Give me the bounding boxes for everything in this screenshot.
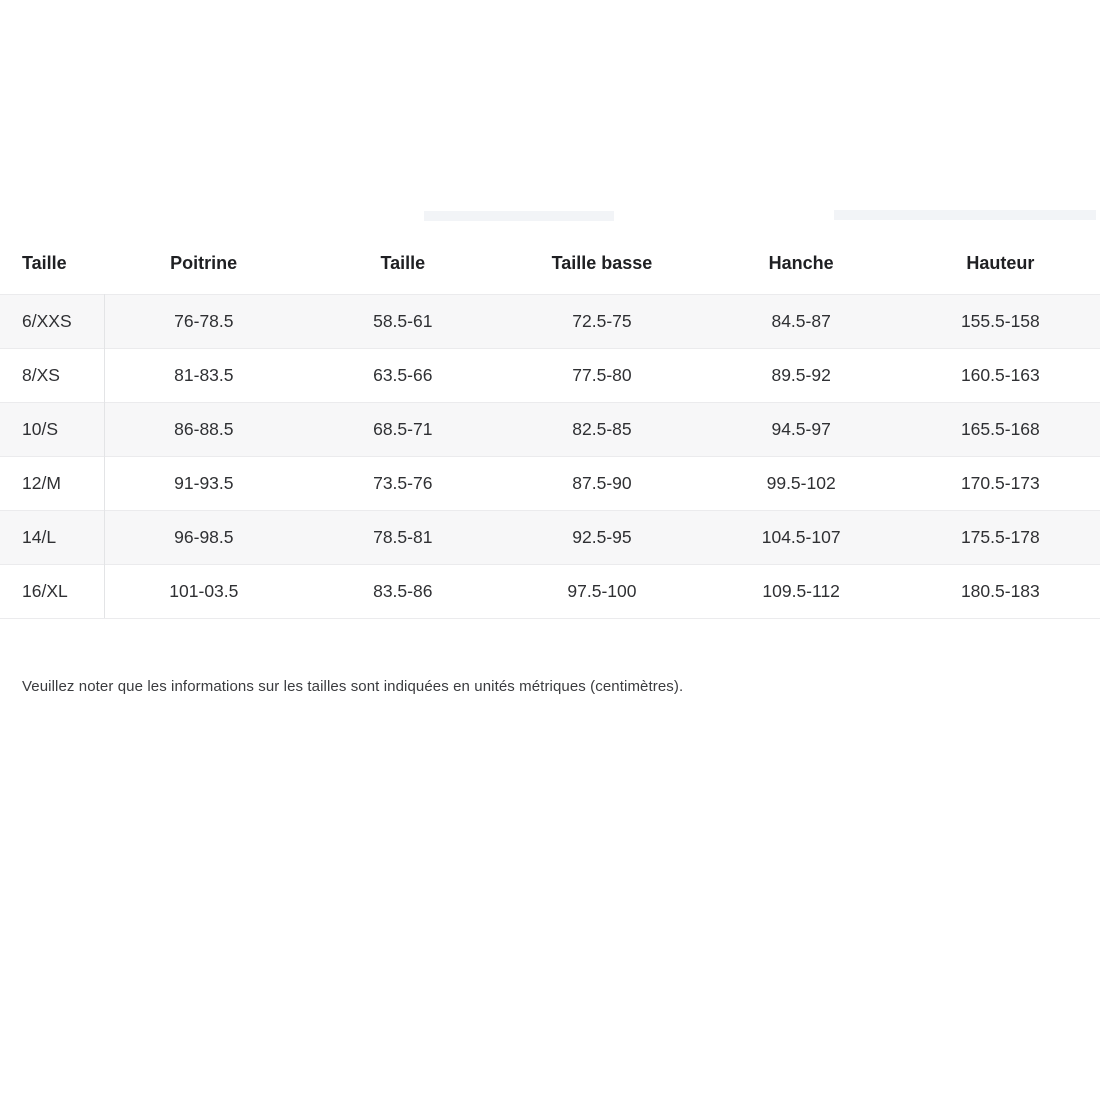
cell-size: 10/S <box>0 403 104 457</box>
cell-size: 12/M <box>0 457 104 511</box>
cell-height: 165.5-168 <box>901 403 1100 457</box>
cell-waist: 63.5-66 <box>303 349 502 403</box>
cell-hip: 104.5-107 <box>702 511 901 565</box>
cell-waist: 58.5-61 <box>303 295 502 349</box>
cell-chest: 91-93.5 <box>104 457 303 511</box>
table-header <box>0 232 1100 295</box>
cell-size: 14/L <box>0 511 104 565</box>
table-row <box>0 403 1100 457</box>
table-row <box>0 457 1100 511</box>
size-chart-table <box>0 232 1100 619</box>
table-header-row <box>0 232 1100 295</box>
table-row <box>0 511 1100 565</box>
cell-height: 180.5-183 <box>901 565 1100 619</box>
column-header-chest: Poitrine <box>104 232 303 295</box>
cell-waist: 83.5-86 <box>303 565 502 619</box>
decorative-bar-left <box>424 211 614 221</box>
cell-height: 160.5-163 <box>901 349 1100 403</box>
cell-height: 170.5-173 <box>901 457 1100 511</box>
metric-units-note: Veuillez noter que les informations sur les tailles sont indiquées en unités métriques (centimètres). <box>22 678 684 695</box>
cell-waist: 78.5-81 <box>303 511 502 565</box>
cell-chest: 96-98.5 <box>104 511 303 565</box>
cell-low-waist: 77.5-80 <box>502 349 701 403</box>
table-body <box>0 295 1100 619</box>
column-header-size: Taille <box>0 232 104 295</box>
table-row <box>0 565 1100 619</box>
size-table-container <box>0 232 1100 619</box>
cell-chest: 101-03.5 <box>104 565 303 619</box>
cell-chest: 76-78.5 <box>104 295 303 349</box>
cell-size: 16/XL <box>0 565 104 619</box>
table-row <box>0 349 1100 403</box>
decorative-bar-right <box>834 210 1096 220</box>
cell-chest: 81-83.5 <box>104 349 303 403</box>
cell-waist: 68.5-71 <box>303 403 502 457</box>
cell-low-waist: 72.5-75 <box>502 295 701 349</box>
cell-waist: 73.5-76 <box>303 457 502 511</box>
cell-size: 8/XS <box>0 349 104 403</box>
cell-height: 155.5-158 <box>901 295 1100 349</box>
cell-hip: 89.5-92 <box>702 349 901 403</box>
column-header-height: Hauteur <box>901 232 1100 295</box>
column-header-hip: Hanche <box>702 232 901 295</box>
cell-chest: 86-88.5 <box>104 403 303 457</box>
cell-hip: 84.5-87 <box>702 295 901 349</box>
column-header-low-waist: Taille basse <box>502 232 701 295</box>
table-row <box>0 295 1100 349</box>
cell-hip: 99.5-102 <box>702 457 901 511</box>
cell-height: 175.5-178 <box>901 511 1100 565</box>
cell-hip: 109.5-112 <box>702 565 901 619</box>
cell-hip: 94.5-97 <box>702 403 901 457</box>
cell-low-waist: 92.5-95 <box>502 511 701 565</box>
column-header-waist: Taille <box>303 232 502 295</box>
cell-low-waist: 82.5-85 <box>502 403 701 457</box>
cell-low-waist: 97.5-100 <box>502 565 701 619</box>
cell-size: 6/XXS <box>0 295 104 349</box>
cell-low-waist: 87.5-90 <box>502 457 701 511</box>
